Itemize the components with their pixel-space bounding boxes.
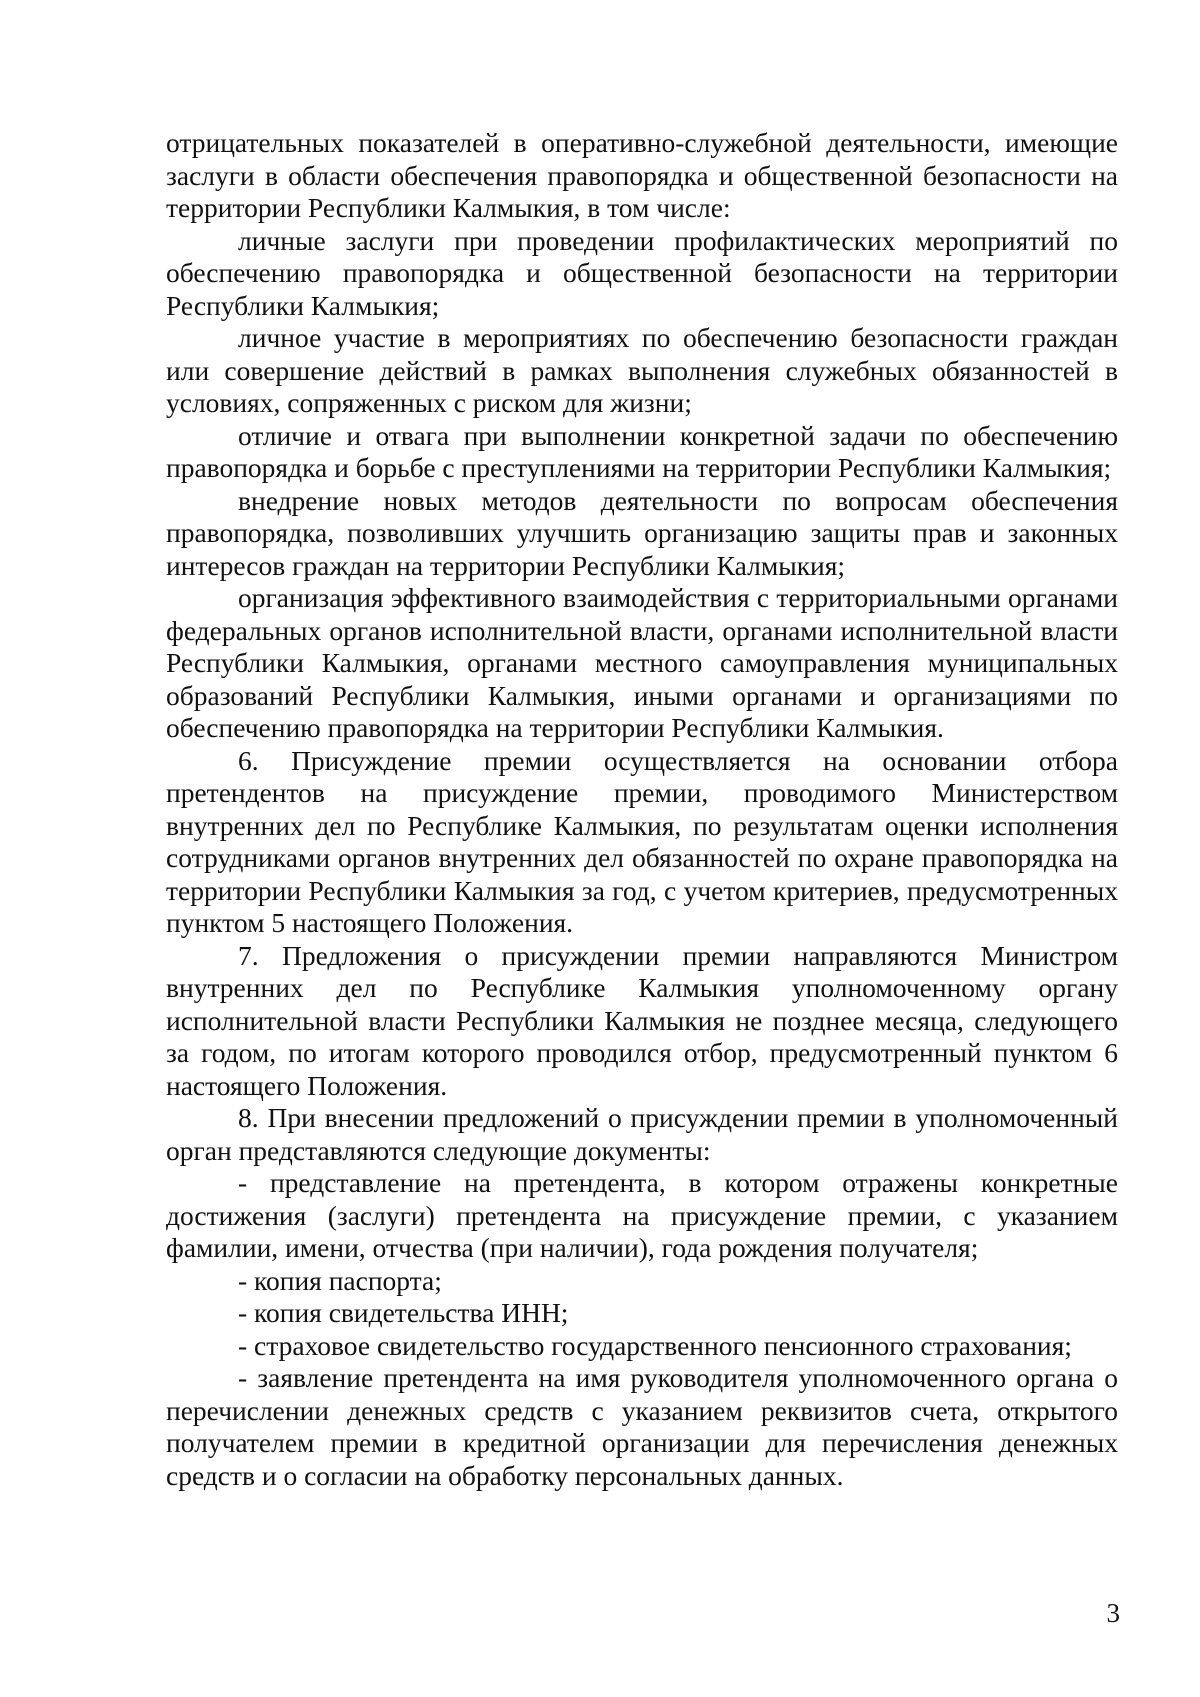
list-item-passport-copy: - копия паспорта; <box>238 1264 442 1296</box>
paragraph-criterion-cooperation: организация эффективного взаимодействия с территориальными органами федеральных органов исполнительной власти, органами исполнительной власти Республики Калмыкия, органами местного самоуправления муниципальных образований Республики Калмыкия, иными органами и организациями по обеспечению правопорядка на территории Республики Калмыкия. <box>166 582 1118 743</box>
paragraph-criterion-preventive: личные заслуги при проведении профилактических мероприятий по обеспечению правопорядка и общественной безопасности на территории Республики Калмыкия; <box>166 224 1118 321</box>
paragraph-continuation: отрицательных показателей в оперативно-служебной деятельности, имеющие заслуги в области обеспечения правопорядка и общественной безопасности на территории Республики Калмыкия, в том числе: <box>166 127 1118 223</box>
list-item-nomination: - представление на претендента, в котором отражены конкретные достижения (заслуги) претендента на присуждение премии, с указанием фамилии, имени, отчества (при наличии), года рождения получателя; <box>166 1167 1118 1263</box>
page-number: 3 <box>1106 1598 1120 1628</box>
paragraph-criterion-participation: личное участие в мероприятиях по обеспечению безопасности граждан или совершение действий в рамках выполнения служебных обязанностей в условиях, сопряженных с риском для жизни; <box>166 322 1118 418</box>
paragraph-clause-7: 7. Предложения о присуждении премии направляются Министром внутренних дел по Республике Калмыкия уполномоченному органу исполнительной власти Республики Калмыкия не позднее месяца, следующего за годом, по итогам которого проводился отбор, предусмотренный пунктом 6 настоящего Положения. <box>166 939 1118 1101</box>
list-item-inn-copy: - копия свидетельства ИНН; <box>238 1297 569 1328</box>
list-item-pension-certificate: - страховое свидетельство государственного пенсионного страхования; <box>238 1329 1072 1361</box>
document-body <box>166 127 1118 1492</box>
paragraph-clause-6: 6. Присуждение премии осуществляется на основании отбора претендентов на присуждение премии, проводимого Министерством внутренних дел по Республике Калмыкия, по результатам оценки исполнения сотрудниками органов внутренних дел обязанностей по охране правопорядка на территории Республики Калмыкия за год, с учетом критериев, предусмотренных пунктом 5 настоящего Положения. <box>166 744 1118 938</box>
paragraph-criterion-valor: отличие и отвага при выполнении конкретной задачи по обеспечению правопорядка и борьбе с преступлениями на территории Республики Калмыкия; <box>166 419 1118 483</box>
paragraph-criterion-new-methods: внедрение новых методов деятельности по вопросам обеспечения правопорядка, позволивших улучшить организацию защиты прав и законных интересов граждан на территории Республики Калмыкия; <box>166 484 1118 581</box>
list-item-application: - заявление претендента на имя руководителя уполномоченного органа о перечислении денежных средств с указанием реквизитов счета, открытого получателем премии в кредитной организации для перечисления денежных средств и о согласии на обработку персональных данных. <box>166 1362 1118 1491</box>
paragraph-clause-8: 8. При внесении предложений о присуждении премии в уполномоченный орган представляются следующие документы: <box>166 1102 1118 1166</box>
